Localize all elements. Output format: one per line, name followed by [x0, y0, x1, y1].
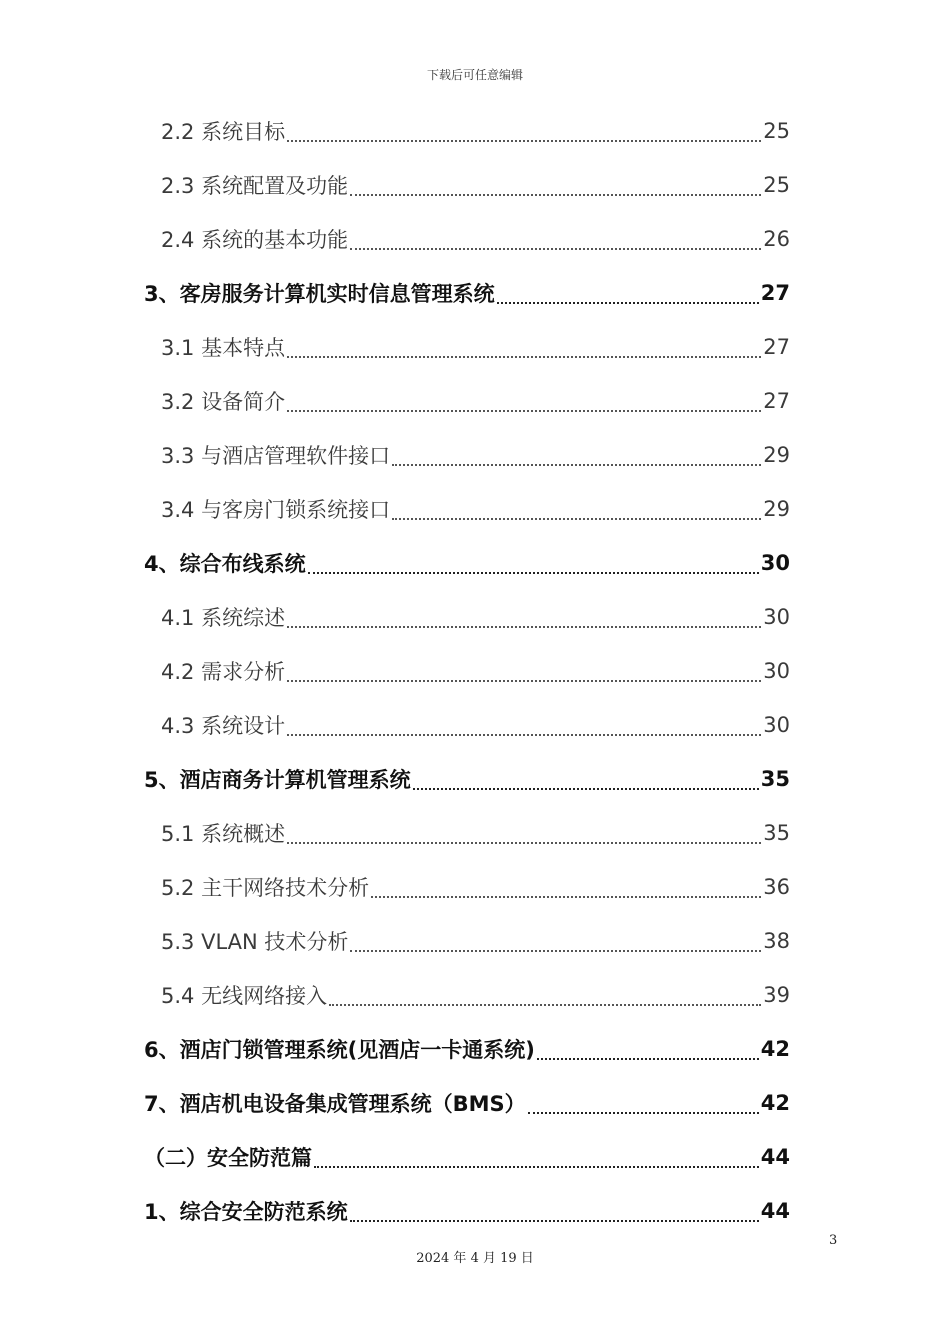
toc-entry[interactable]: [144, 1130, 790, 1184]
toc-entry-page: 27: [760, 281, 790, 305]
toc-entry-label: 2.3 系统配置及功能: [161, 174, 349, 198]
toc-entry[interactable]: [144, 536, 790, 590]
footer-date: 2024 年 4 月 19 日: [416, 1251, 534, 1266]
toc-entry-label: 5.3 VLAN 技术分析: [161, 930, 349, 954]
toc-entry-label: 4.3 系统设计: [161, 714, 286, 738]
toc-entry-page: 27: [763, 389, 790, 413]
toc-entry[interactable]: [161, 590, 790, 644]
toc-entry-page: 29: [763, 497, 790, 521]
toc-entry[interactable]: [161, 914, 790, 968]
toc-entry[interactable]: [144, 752, 790, 806]
toc-entry-label: 4、综合布线系统: [144, 552, 306, 576]
toc-entry-page: 30: [763, 713, 790, 737]
toc-entry-page: 44: [760, 1145, 790, 1169]
toc-entry-label: 3、客房服务计算机实时信息管理系统: [144, 282, 495, 306]
toc-entry-label: 6、酒店门锁管理系统(见酒店一卡通系统): [144, 1038, 535, 1062]
toc-entry-page: 30: [760, 551, 790, 575]
page-number: 3: [829, 1233, 838, 1248]
toc-entry-label: 2.4 系统的基本功能: [161, 228, 349, 252]
toc-dot-leader: [287, 140, 761, 142]
toc-entry-label: 5.4 无线网络接入: [161, 984, 328, 1008]
toc-dot-leader: [537, 1058, 759, 1060]
toc-dot-leader: [287, 410, 761, 412]
toc-dot-leader: [413, 788, 759, 790]
toc-dot-leader: [350, 1220, 759, 1222]
toc-entry-page: 42: [760, 1091, 790, 1115]
toc-dot-leader: [287, 734, 761, 736]
toc-entry-page: 25: [763, 173, 790, 197]
toc-dot-leader: [497, 302, 759, 304]
toc-entry[interactable]: [161, 968, 790, 1022]
toc-entry-page: 36: [763, 875, 790, 899]
toc-entry[interactable]: [161, 212, 790, 266]
toc-dot-leader: [371, 896, 761, 898]
toc-entry[interactable]: [144, 1184, 790, 1238]
toc-entry[interactable]: [161, 428, 790, 482]
toc-dot-leader: [287, 842, 761, 844]
toc-entry-label: 3.2 设备简介: [161, 390, 286, 414]
toc-dot-leader: [287, 356, 761, 358]
toc-dot-leader: [350, 950, 761, 952]
toc-dot-leader: [350, 194, 761, 196]
toc-entry-page: 26: [763, 227, 790, 251]
toc-entry[interactable]: [144, 1076, 790, 1130]
toc-entry-page: 38: [763, 929, 790, 953]
toc-dot-leader: [528, 1112, 759, 1114]
toc-entry-label: 4.1 系统综述: [161, 606, 286, 630]
toc-entry[interactable]: [161, 374, 790, 428]
toc-entry[interactable]: [161, 104, 790, 158]
toc-entry-label: 2.2 系统目标: [161, 120, 286, 144]
toc-entry-page: 35: [763, 821, 790, 845]
toc-dot-leader: [308, 572, 759, 574]
toc-entry[interactable]: [161, 482, 790, 536]
toc-entry-label: 1、综合安全防范系统: [144, 1200, 348, 1224]
toc-entry-label: 3.1 基本特点: [161, 336, 286, 360]
toc-entry-label: 3.4 与客房门锁系统接口: [161, 498, 391, 522]
toc-entry[interactable]: [161, 860, 790, 914]
toc-entry[interactable]: [161, 158, 790, 212]
toc-dot-leader: [392, 464, 761, 466]
toc-dot-leader: [350, 248, 761, 250]
toc-entry-page: 25: [763, 119, 790, 143]
toc-entry[interactable]: [161, 806, 790, 860]
toc-entry-page: 30: [763, 605, 790, 629]
toc-dot-leader: [287, 626, 761, 628]
toc-entry-page: 35: [760, 767, 790, 791]
toc-entry-page: 39: [763, 983, 790, 1007]
toc-entry-label: 7、酒店机电设备集成管理系统（BMS）: [144, 1092, 526, 1116]
toc-entry-page: 29: [763, 443, 790, 467]
toc-entry-page: 44: [760, 1199, 790, 1223]
toc-entry-label: 5.1 系统概述: [161, 822, 286, 846]
toc-entry-page: 30: [763, 659, 790, 683]
toc-entry-label: （二）安全防范篇: [144, 1146, 312, 1170]
toc-dot-leader: [392, 518, 761, 520]
toc-entry[interactable]: [161, 320, 790, 374]
toc-entry-label: 5.2 主干网络技术分析: [161, 876, 370, 900]
toc-dot-leader: [329, 1004, 761, 1006]
toc-entry[interactable]: [161, 698, 790, 752]
toc-entry-page: 27: [763, 335, 790, 359]
toc-entry[interactable]: [161, 644, 790, 698]
toc-entry-label: 5、酒店商务计算机管理系统: [144, 768, 411, 792]
toc-entry[interactable]: [144, 1022, 790, 1076]
toc-entry-label: 4.2 需求分析: [161, 660, 286, 684]
toc-dot-leader: [287, 680, 761, 682]
toc-entry-page: 42: [760, 1037, 790, 1061]
toc-entry-label: 3.3 与酒店管理软件接口: [161, 444, 391, 468]
toc-dot-leader: [314, 1166, 759, 1168]
header-note: 下载后可任意编辑: [426, 68, 523, 82]
toc-entry[interactable]: [144, 266, 790, 320]
